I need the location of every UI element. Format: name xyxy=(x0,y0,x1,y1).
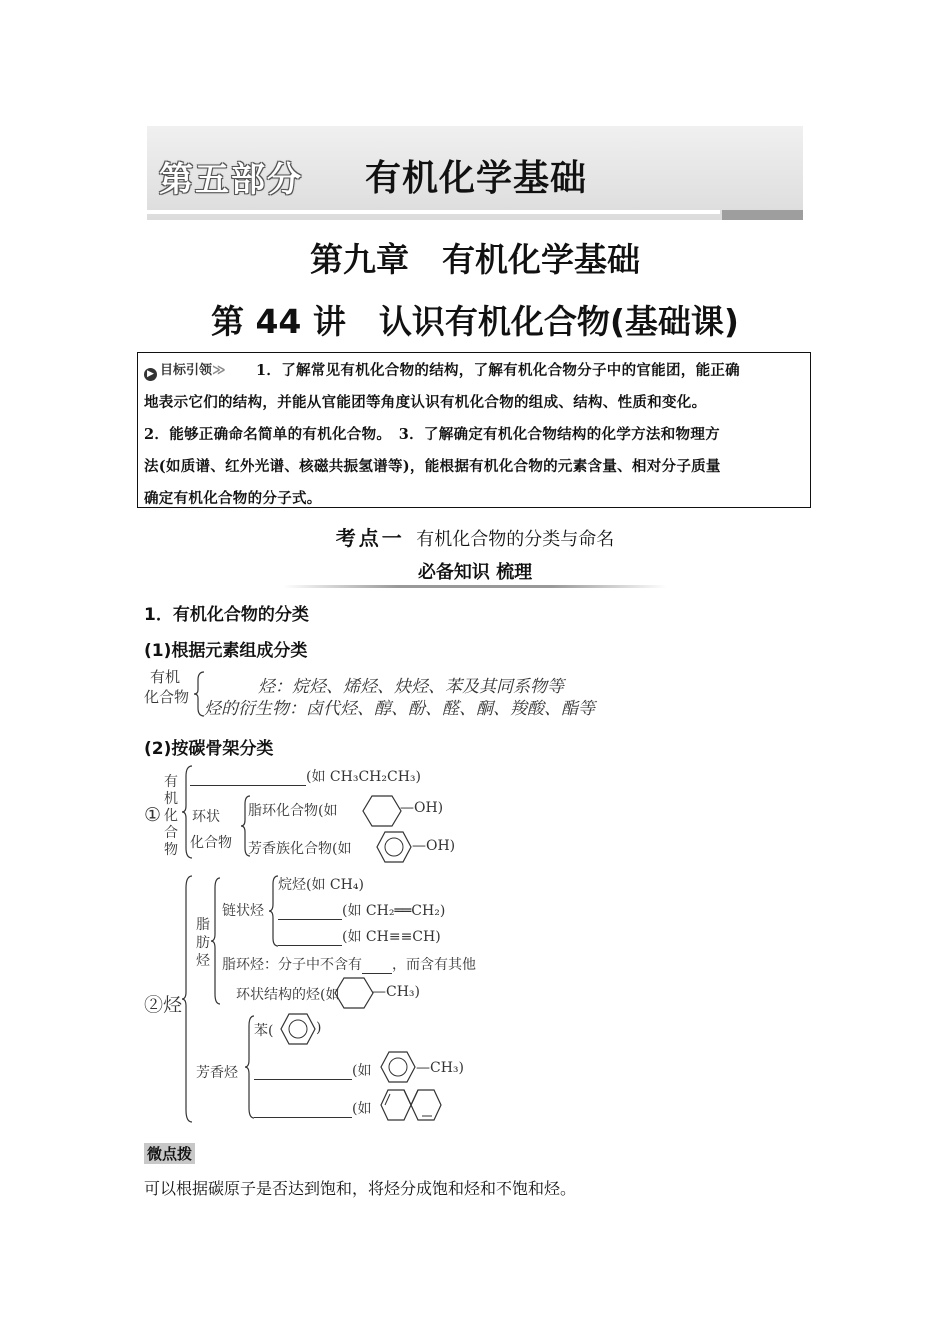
diagram2-alicyclic-line2: 环状结构的烃(如 xyxy=(236,987,340,1003)
diagram2-number: ②烃 xyxy=(144,994,183,1016)
heading-1-2: (2)按碳骨架分类 xyxy=(144,739,274,759)
cyclohexane-icon xyxy=(362,794,402,828)
diagram2-naphthalene-row: (如 xyxy=(254,1098,371,1118)
objectives-tag: ▶ 目标引领≫ xyxy=(144,359,226,381)
diagram1-aromatic: 芳香族化合物(如 xyxy=(248,841,352,857)
objectives-box xyxy=(137,352,811,508)
tip-tag: 微点拨 xyxy=(144,1143,195,1164)
banner-accent xyxy=(722,210,803,220)
class1-root-a: 有机 xyxy=(150,668,181,686)
blank-toluene xyxy=(254,1063,352,1080)
benzene-icon xyxy=(376,830,412,864)
diagram1-oh-2: —OH) xyxy=(412,838,456,854)
diagram2-aromatic: 芳香烃 xyxy=(196,1065,238,1081)
class1-root-b: 化合物 xyxy=(144,688,190,706)
banner-divider xyxy=(147,210,720,214)
benzene-icon xyxy=(380,1050,416,1084)
naphthalene-icon xyxy=(378,1088,442,1122)
part-label: 第五部分 xyxy=(159,160,303,200)
objective-line: 确定有机化合物的分子式。 xyxy=(144,490,322,507)
diagram2-brace xyxy=(180,874,194,1124)
kaodian-title: 有机化合物的分类与命名 xyxy=(416,529,615,550)
diagram1-alicyclic: 脂环化合物(如 xyxy=(248,803,338,819)
objective-line: 法(如质谱、红外光谱、核磁共振氢谱等)，能根据有机化合物的元素含量、相对分子质量 xyxy=(144,458,721,475)
section-heading xyxy=(0,522,950,551)
chapter-title: 第九章 有机化学基础 xyxy=(310,240,640,279)
section-subtitle: 必备知识 梳理 xyxy=(417,562,533,583)
blank-chain xyxy=(190,769,306,786)
diagram2-ch3-2: —CH₃) xyxy=(416,1060,464,1076)
diagram2-alkene-row: (如 CH₂══CH₂) xyxy=(278,900,445,920)
class1-branch2: 烃的衍生物：卤代烃、醇、酚、醛、酮、羧酸、酯等 xyxy=(204,699,595,718)
benzene-icon xyxy=(280,1012,316,1046)
objective-line: 1．了解常见有机化合物的结构，了解有机化合物分子中的官能团，能正确 xyxy=(256,362,740,379)
diagram2-aliphatic: 脂 肪 烃 xyxy=(196,917,210,969)
diagram1-ring-a: 环状 xyxy=(192,809,220,825)
objective-line: 地表示它们的结构，并能从官能团等角度认识有机化合物的组成、结构、性质和变化。 xyxy=(144,394,707,411)
diagram1-oh-1: —OH) xyxy=(400,800,444,816)
heading-1: 1．有机化合物的分类 xyxy=(144,605,309,625)
diagram2-close-1: ) xyxy=(316,1020,322,1036)
double-chevron-icon: ≫ xyxy=(212,363,226,378)
subtitle-underline xyxy=(283,585,667,588)
blank-alicyclic xyxy=(362,957,392,974)
diagram2-chain: 链状烃 xyxy=(222,903,264,919)
blank-alkene xyxy=(278,903,342,920)
diagram2-alkane: 烷烃(如 CH₄) xyxy=(278,877,364,893)
diagram2-benzene-label: 苯( xyxy=(254,1023,274,1039)
aliphatic-brace xyxy=(210,876,222,1006)
diagram1-number: ① xyxy=(144,804,162,826)
class1-branch1: 烃：烷烃、烯烃、炔烃、苯及其同系物等 xyxy=(258,677,564,696)
tip-text: 可以根据碳原子是否达到饱和，将烃分成饱和烃和不饱和烃。 xyxy=(144,1179,577,1198)
diagram1-root: 有 机 化 合 物 xyxy=(164,774,178,858)
diagram2-alkyne-row: (如 CH≡≡CH) xyxy=(278,926,441,946)
diagram1-chain-row: (如 CH₃CH₂CH₃) xyxy=(190,766,421,786)
lecture-title: 第 44 讲 认识有机化合物(基础课) xyxy=(210,302,740,341)
heading-1-1: (1)根据元素组成分类 xyxy=(144,641,308,661)
blank-naphthalene xyxy=(254,1101,352,1118)
play-icon: ▶ xyxy=(144,368,157,381)
diagram2-ch3-1: —CH₃) xyxy=(372,984,420,1000)
part-title: 有机化学基础 xyxy=(365,158,588,199)
objective-line: 2．能够正确命名简单的有机化合物。 3．了解确定有机化合物结构的化学方法和物理方 xyxy=(144,426,720,443)
part-banner xyxy=(147,126,803,220)
diagram2-toluene-row: (如 xyxy=(254,1060,371,1080)
blank-alkyne xyxy=(278,929,342,946)
cyclohexane-icon xyxy=(334,976,374,1010)
diagram2-alicyclic-line1: 脂环烃：分子中不含有 ，而含有其他 xyxy=(222,957,476,973)
kaodian-label: 考点一 xyxy=(335,526,405,550)
diagram1-ring-b: 化合物 xyxy=(190,835,232,851)
